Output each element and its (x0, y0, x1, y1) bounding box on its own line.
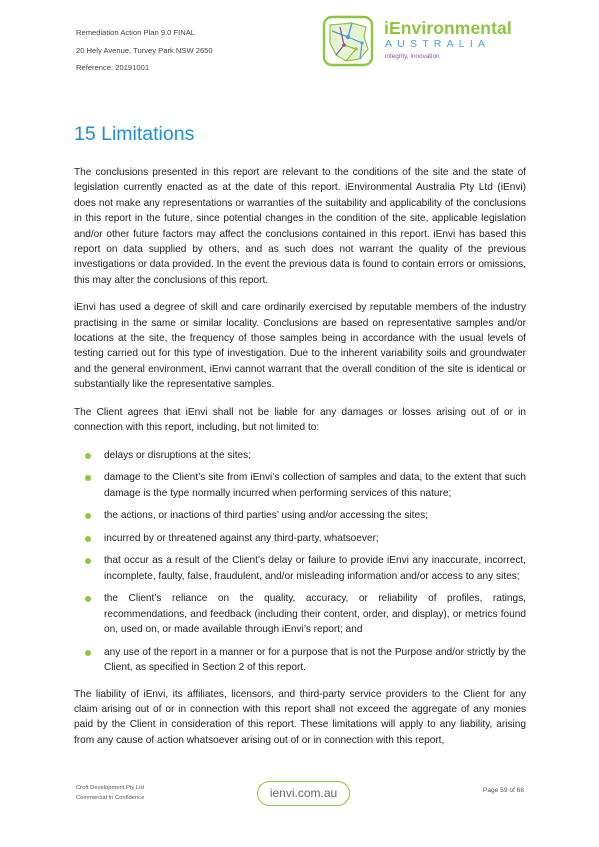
list-item (74, 508, 526, 523)
bullet-dot-icon (85, 475, 91, 481)
list-item-text: incurred by or threatened against any third-party, whatsoever; (104, 532, 379, 544)
bullet-dot-icon (85, 453, 91, 459)
logo-subtitle: AUSTRALIA (385, 38, 491, 50)
header-document-title: Remediation Action Plan 9.0 FINAL (76, 28, 196, 37)
list-item-text: that occur as a result of the Client’s delay or failure to provide iEnvi any inaccurate, incorrect, incomplete, faulty, false, fraudulent, and/or misleading information and/or access to any sites; (104, 555, 526, 582)
closing-paragraph: The liability of iEnvi, its affiliates, licensors, and third-party service providers to the Client for any claim arising out of or in connection with this report shall not exceed the aggregate of any monies paid by the Client in consideration of this report. These limitations will apply to any liability, arising from any cause of action whatsoever arising out of or in connection with this report, (74, 688, 526, 746)
header-reference: Reference: 20191001 (76, 63, 150, 72)
list-item (74, 553, 526, 584)
header-site-address: 20 Hely Avenue, Turvey Park NSW 2650 (76, 45, 213, 55)
company-logo (322, 15, 528, 67)
list-item (74, 531, 526, 546)
logo-tagline: integrity, innovation (385, 53, 440, 60)
list-item-text: damage to the Client’s site from iEnvi’s collection of samples and data, to the extent that such damage is the type normally incurred when performing services of this nature; (104, 472, 526, 499)
list-item (74, 591, 526, 637)
logo-title: iEnvironmental (384, 18, 512, 38)
bullet-dot-icon (85, 558, 91, 564)
bullet-dot-icon (85, 513, 91, 519)
list-item-text: any use of the report in a manner or for a purpose that is not the Purpose and/or strictly by the Client, as specified in Section 2 of this report. (104, 646, 526, 674)
paragraph: The Client agrees that iEnvi shall not be liable for any damages or losses arising out of or in connection with this report, including, but not limited to: (74, 406, 526, 434)
list-item-text: delays or disruptions at the sites; (104, 449, 251, 461)
paragraph: iEnvi has used a degree of skill and care ordinarily exercised by reputable members of the industry practising in the same or similar locality. Conclusions are based on representative samples and/or locations at the site, the frequency of those samples being in accordance with the usual levels of testing carried out for this type of investigation. Due to the inherent variability soils and groundwater and the general environment, iEnvi cannot warrant that the overall condition of the site is identical or substantially like the representative samples. (74, 302, 526, 391)
list-item (74, 470, 526, 501)
list-item-text: the Client’s reliance on the quality, accuracy, or reliability of profiles, ratings, recommendations, and feedback (including their content, order, and display), or metrics found on, used on, or made available through iEnvi’s report; and (104, 593, 526, 636)
footer-confidentiality: Commercial In Confidence (76, 794, 145, 801)
bullet-dot-icon (85, 650, 91, 656)
bullet-dot-icon (85, 596, 91, 602)
website-link[interactable]: ienvi.com.au (257, 781, 350, 806)
paragraph: The conclusions presented in this report are relevant to the conditions of the site and the state of legislation currently enacted as at the date of this report. iEnvironmental Australia Pty Ltd (iEnvi) does not make any representations or warranties of the suitability and applicability of the conclusions in this report in the future, since potential changes in the condition of the site, applicable legislation and/or other future factors may affect the conclusions contained in this report. iEnvi has based this report on data supplied by others, and as such does not warrant the quality of the previous investigations or data provided. In the event the previous data is found to contain errors or omissions, this may alter the conclusions of this report. (74, 167, 526, 286)
bullet-dot-icon (85, 536, 91, 542)
document-footer (76, 784, 144, 803)
list-item (74, 645, 526, 676)
page-number: Page 59 of 68 (482, 787, 524, 794)
list-item-text: the actions, or inactions of third parties’ using and/or accessing the sites; (104, 510, 428, 522)
nsw-map-logo-icon (322, 15, 374, 67)
footer-client: Croft Development Pty Ltd (76, 785, 144, 791)
list-item (74, 448, 526, 463)
document-header (76, 24, 213, 77)
limitations-list (74, 448, 526, 676)
section-title: 15 Limitations (74, 123, 195, 145)
section-body (74, 165, 526, 760)
